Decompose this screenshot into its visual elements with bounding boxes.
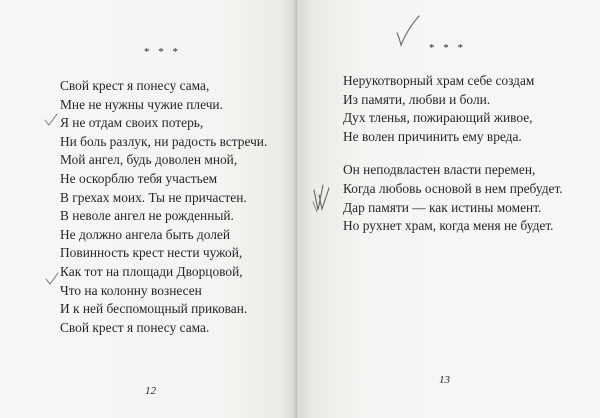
poem-line: Как тот на площади Дворцовой, xyxy=(60,263,243,279)
right-page xyxy=(297,0,600,418)
poem-line: Дух тленья, пожирающий живое, xyxy=(343,110,533,126)
poem-lines xyxy=(60,77,267,337)
pencil-checkmark-icon xyxy=(44,113,58,127)
poem-line: Нерукотворный храм себе создам xyxy=(343,73,535,88)
left-page xyxy=(0,0,297,418)
poem-line: Не должно ангела быть долей xyxy=(60,226,231,242)
poem-line: Свой крест я понесу сама. xyxy=(60,319,210,335)
poem-line: Повинность крест нести чужой, xyxy=(60,245,243,261)
poem-line: Что на колонну вознесен xyxy=(60,282,202,298)
poem-line: Ни боль разлук, ни радость встречи. xyxy=(60,133,268,149)
poem-line: Свой крест я понесу сама, xyxy=(60,78,210,93)
poem-line: Не волен причинить ему вреда. xyxy=(343,128,522,144)
poem-line: В грехах моих. Ты не причастен. xyxy=(60,189,247,205)
poem-line: Не оскорблю тебя участьем xyxy=(60,170,218,186)
poem-line: Из памяти, любви и боли. xyxy=(343,91,491,107)
page-number: 13 xyxy=(439,374,450,386)
pencil-checkmark-icon xyxy=(45,272,59,286)
poem-line: Мне не нужны чужие плечи. xyxy=(60,96,223,112)
poem-line: И к ней беспомощный прикован. xyxy=(60,301,248,317)
poem-line: В неволе ангел не рожденный. xyxy=(60,208,234,224)
poem-line: Мой ангел, будь доволен мной, xyxy=(60,152,238,168)
section-separator: * * * xyxy=(429,42,466,54)
section-separator: * * * xyxy=(144,46,181,58)
poem-line: Он неподвластен власти перемен, xyxy=(343,162,536,178)
stanza-gap xyxy=(343,146,563,161)
pencil-checkmark-icon xyxy=(395,14,421,48)
poem-line: Дар памяти — как истины момент. xyxy=(343,199,542,215)
page-number: 12 xyxy=(145,385,156,397)
poem-line: Когда любовь основой в нем пребудет. xyxy=(343,180,563,196)
poem-lines xyxy=(343,72,563,236)
poem-line: Я не отдам своих потерь, xyxy=(60,115,204,131)
poem-line: Но рухнет храм, когда меня не будет. xyxy=(343,218,554,234)
pencil-scribble-icon xyxy=(311,183,333,215)
